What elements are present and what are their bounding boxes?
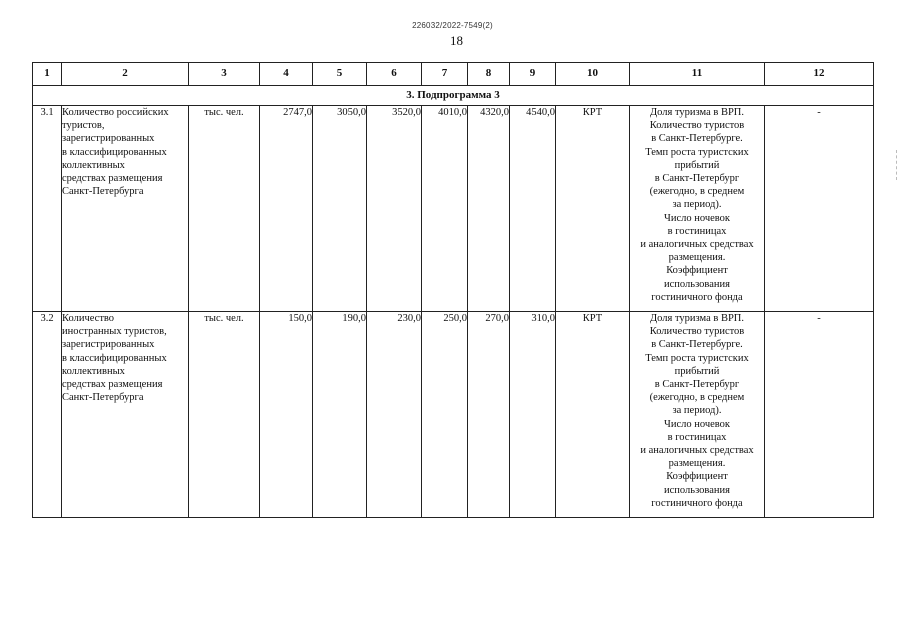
name-line: туристов,: [62, 120, 105, 132]
section-row: [33, 86, 874, 106]
scan-margin-mark: [896, 150, 901, 180]
name-line: зарегистрированных: [62, 339, 155, 351]
value-col-7: 4010,0: [422, 106, 468, 312]
value-col-8: 4320,0: [468, 106, 510, 312]
indicator-line: (ежегодно, в среднем: [649, 186, 745, 198]
value-col-8: 270,0: [468, 312, 510, 518]
indicator-line: Темп роста туристских: [645, 352, 749, 364]
indicator-line: Число ночевок: [664, 212, 730, 224]
indicator-line: прибытий: [674, 159, 720, 171]
indicator-line: гостиничного фонда: [651, 497, 743, 509]
indicator-line: и аналогичных средствах: [640, 239, 754, 251]
name-line: средствах размещения: [62, 379, 163, 391]
value-col-9: 4540,0: [510, 106, 556, 312]
indicator-name: [62, 106, 189, 312]
value-col-4: 2747,0: [260, 106, 313, 312]
value-col-5: 3050,0: [313, 106, 367, 312]
name-line: Санкт-Петербурга: [62, 392, 144, 404]
indicator-line: в Санкт-Петербург: [654, 379, 740, 391]
indicator-line: (ежегодно, в среднем: [649, 392, 745, 404]
header-cell: 10: [556, 63, 630, 86]
indicator-name: [62, 312, 189, 518]
name-line: в классифицированных: [62, 352, 167, 364]
indicator-line: Коэффициент: [666, 471, 728, 483]
header-cell: 5: [313, 63, 367, 86]
indicator-line: в Санкт-Петербург: [654, 173, 740, 185]
header-cell: 11: [630, 63, 765, 86]
header-cell: 8: [468, 63, 510, 86]
name-line: в классифицированных: [62, 146, 167, 158]
indicator-line: в гостиницах: [667, 225, 727, 237]
name-line: средствах размещения: [62, 173, 163, 185]
section-title: 3. Подпрограмма 3: [33, 86, 874, 106]
header-cell: 3: [189, 63, 260, 86]
program-table: [32, 62, 874, 518]
indicator-line: размещения.: [668, 252, 726, 264]
name-line: иностранных туристов,: [62, 326, 167, 338]
unit: тыс. чел.: [189, 106, 260, 312]
header-cell: 1: [33, 63, 62, 86]
indicator-line: и аналогичных средствах: [640, 445, 754, 457]
row-number: 3.2: [33, 312, 62, 518]
header-cell: 7: [422, 63, 468, 86]
indicator-line: Число ночевок: [664, 418, 730, 430]
name-line: Санкт-Петербурга: [62, 186, 144, 198]
indicator-line: прибытий: [674, 365, 720, 377]
row-number: 3.1: [33, 106, 62, 312]
name-line: коллективных: [62, 365, 125, 377]
indicator-line: Доля туризма в ВРП.: [649, 107, 745, 118]
value-col-4: 150,0: [260, 312, 313, 518]
indicator-line: Темп роста туристских: [645, 146, 749, 158]
header-cell: 2: [62, 63, 189, 86]
indicator-line: использования: [664, 484, 730, 496]
indicator-line: Количество туристов: [649, 120, 745, 132]
indicator-line: Доля туризма в ВРП.: [649, 313, 745, 324]
indicator-line: в Санкт-Петербурге.: [651, 339, 743, 351]
value-col-6: 3520,0: [367, 106, 422, 312]
value-col-7: 250,0: [422, 312, 468, 518]
executor: КРТ: [556, 106, 630, 312]
value-col-6: 230,0: [367, 312, 422, 518]
indicator-line: в гостиницах: [667, 431, 727, 443]
name-line: Количество российских: [62, 107, 169, 118]
unit: тыс. чел.: [189, 312, 260, 518]
value-col-5: 190,0: [313, 312, 367, 518]
note: -: [765, 312, 874, 518]
name-line: зарегистрированных: [62, 133, 155, 145]
table-row: [33, 312, 874, 518]
executor: КРТ: [556, 312, 630, 518]
value-col-9: 310,0: [510, 312, 556, 518]
indicator-line: в Санкт-Петербурге.: [651, 133, 743, 145]
related-indicators: [630, 312, 765, 518]
header-row: [33, 63, 874, 86]
name-line: Количество: [62, 313, 115, 324]
related-indicators: [630, 106, 765, 312]
indicator-line: Количество туристов: [649, 326, 745, 338]
name-line: коллективных: [62, 159, 125, 171]
indicator-line: Коэффициент: [666, 265, 728, 277]
document-id: 226032/2022-7549(2): [412, 21, 493, 30]
indicator-line: использования: [664, 278, 730, 290]
indicator-line: гостиничного фонда: [651, 291, 743, 303]
header-cell: 12: [765, 63, 874, 86]
table-row: [33, 106, 874, 312]
indicator-line: за период).: [672, 199, 722, 211]
header-cell: 4: [260, 63, 313, 86]
indicator-line: размещения.: [668, 458, 726, 470]
note: -: [765, 106, 874, 312]
header-cell: 6: [367, 63, 422, 86]
header-cell: 9: [510, 63, 556, 86]
indicator-line: за период).: [672, 405, 722, 417]
page-number: 18: [450, 33, 463, 48]
